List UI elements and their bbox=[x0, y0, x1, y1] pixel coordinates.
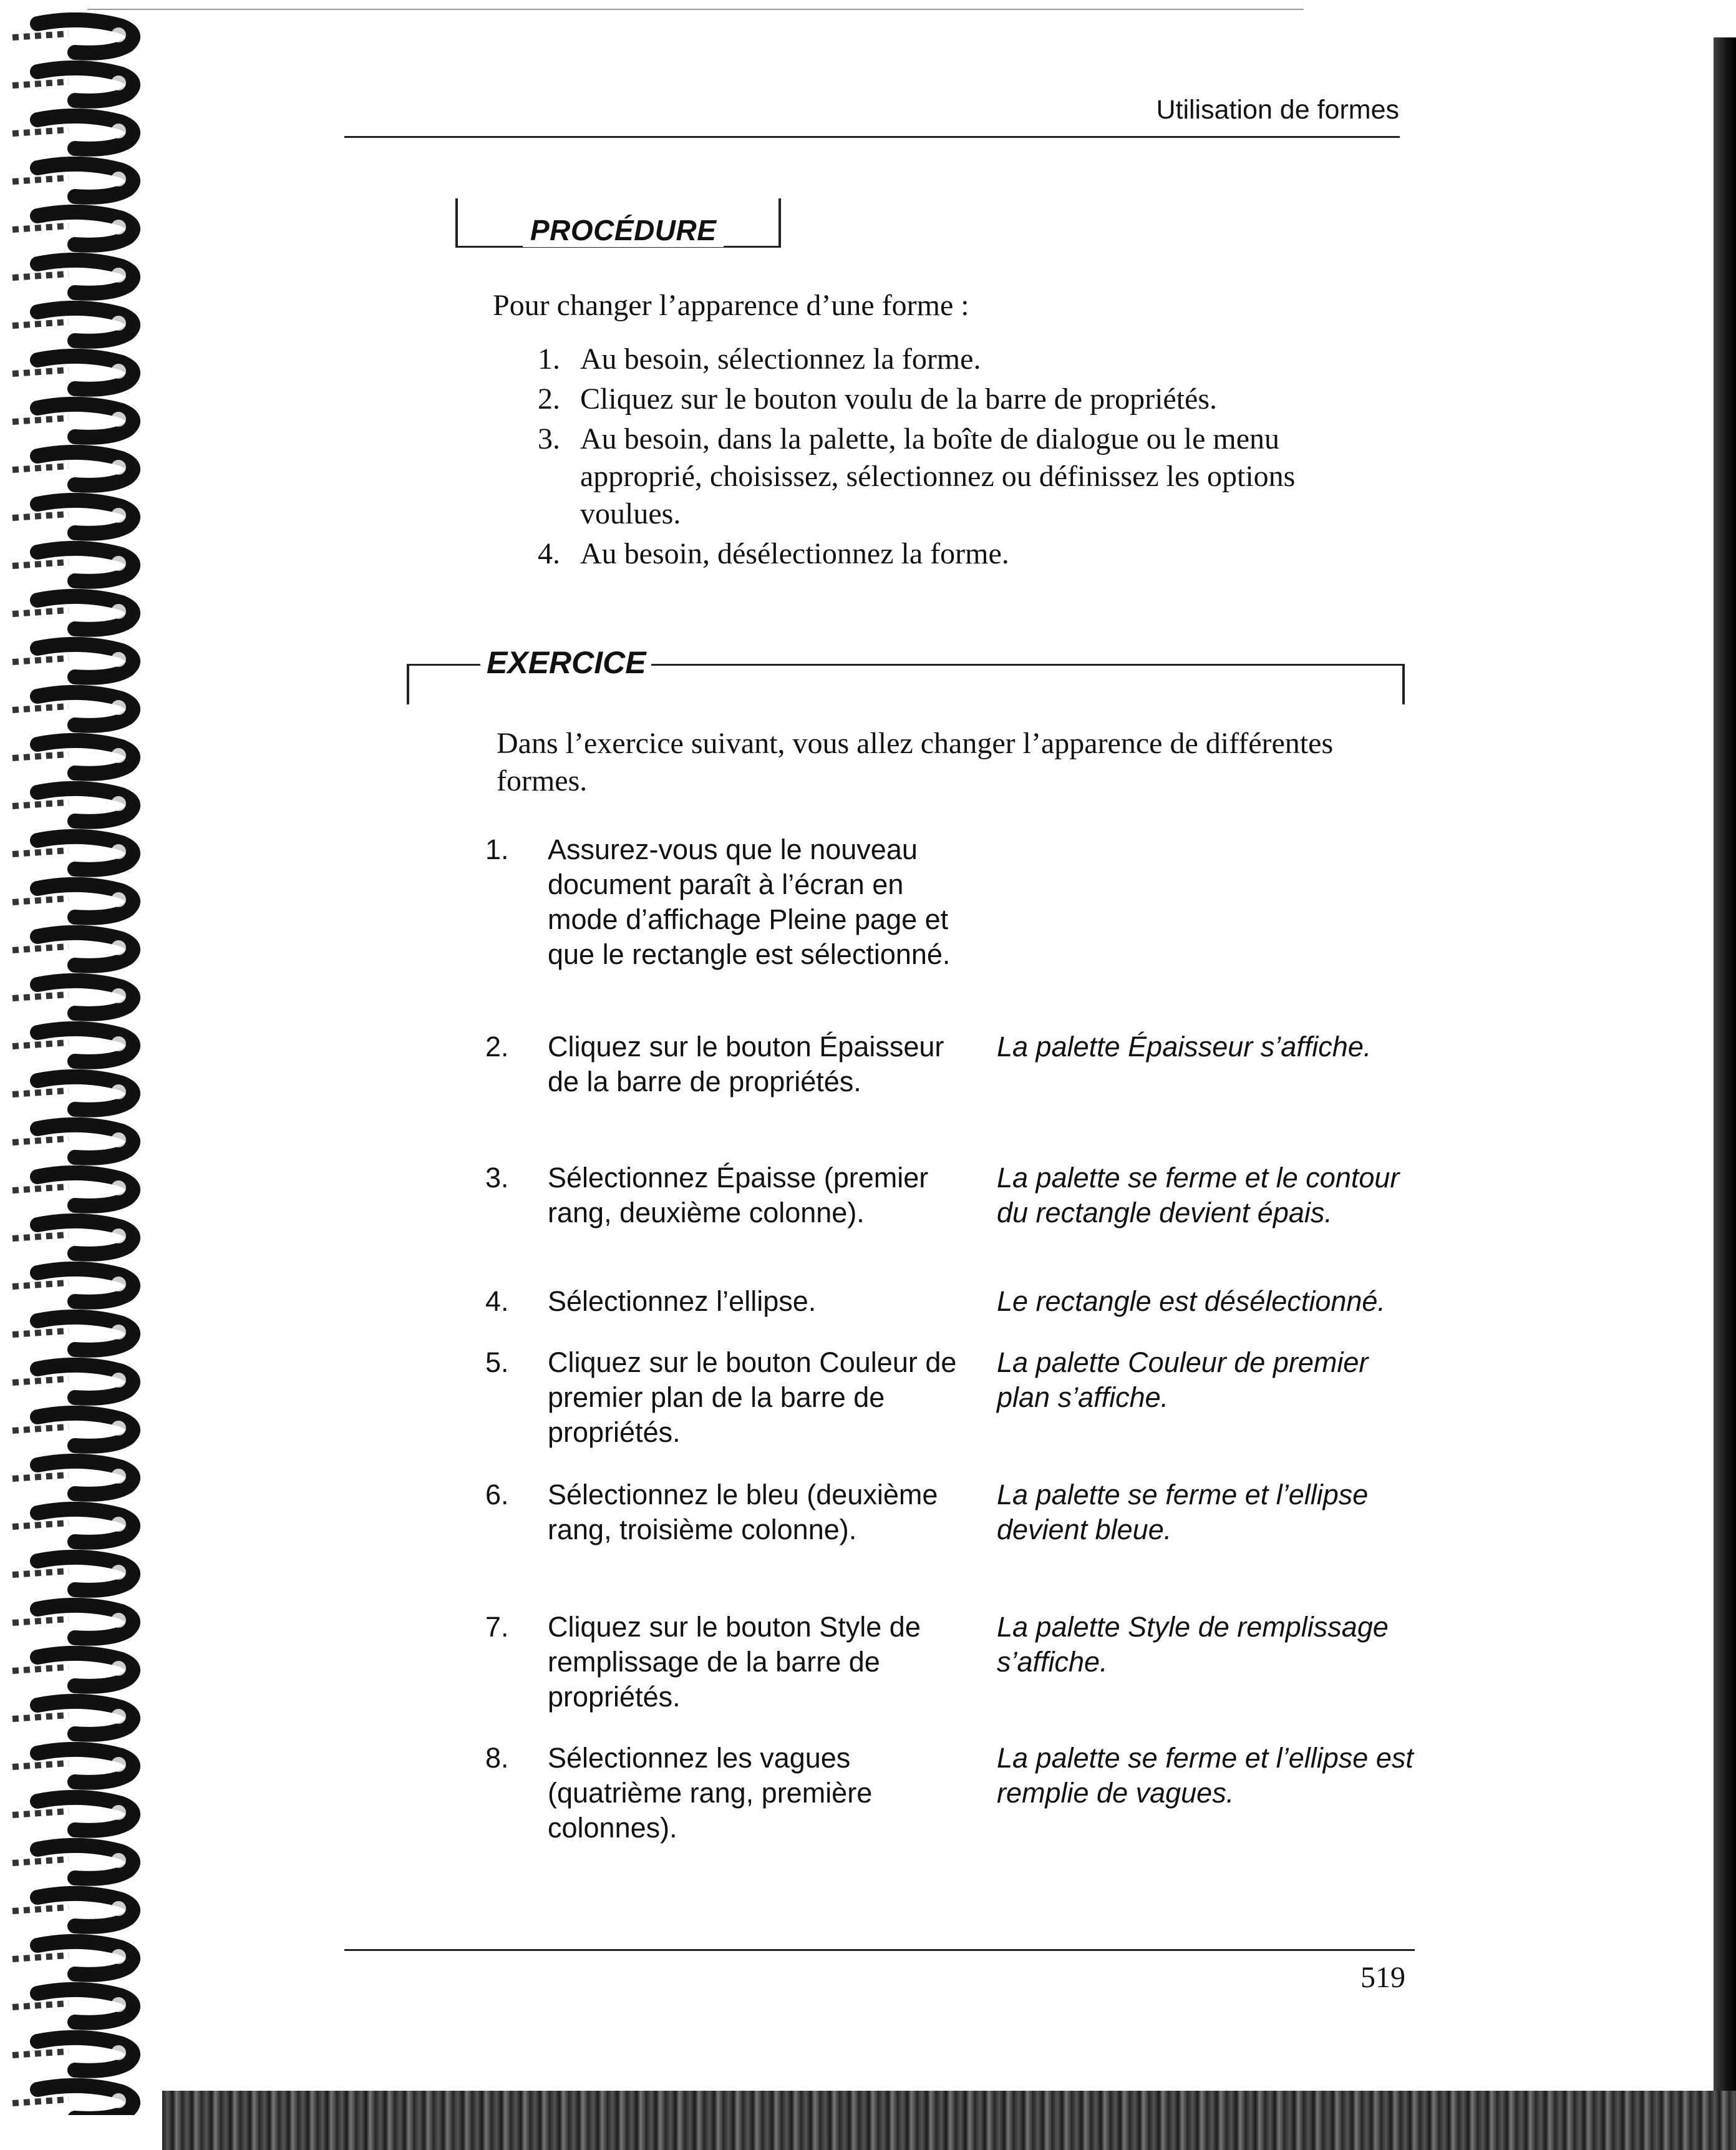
procedure-step-text: Au besoin, sélectionnez la forme. bbox=[580, 343, 981, 376]
step-result: Le rectangle est désélectionné. bbox=[997, 1285, 1385, 1317]
procedure-step bbox=[538, 421, 1349, 533]
procedure-step bbox=[538, 341, 1349, 378]
running-head: Utilisation de formes bbox=[1156, 95, 1399, 125]
procedure-intro: Pour changer l’apparence d’une forme : bbox=[493, 289, 969, 322]
procedure-step bbox=[538, 381, 1349, 418]
procedure-step-text: Cliquez sur le bouton voulu de la barre de propriétés. bbox=[580, 382, 1218, 416]
exercice-title: EXERCICE bbox=[480, 645, 651, 681]
step-result: La palette se ferme et l’ellipse devient bleue. bbox=[997, 1479, 1369, 1545]
header-rule bbox=[344, 136, 1400, 138]
step-result: La palette Épaisseur s’affiche. bbox=[997, 1031, 1372, 1063]
step-action: Sélectionnez le bleu (deuxième rang, troisième colonne). bbox=[548, 1479, 938, 1545]
exercice-intro: Dans l’exercice suivant, vous allez changer l’apparence de différentes formes. bbox=[497, 727, 1334, 797]
procedure-step-number: 1. bbox=[538, 343, 560, 376]
step-action: Sélectionnez les vagues (quatrième rang, première colonnes). bbox=[548, 1742, 873, 1844]
step-number: 4. bbox=[485, 1285, 509, 1317]
spiral-binding bbox=[0, 12, 143, 2115]
scan-right-edge bbox=[1714, 37, 1736, 2096]
step-result: La palette se ferme et l’ellipse est remplie de vagues. bbox=[997, 1742, 1414, 1809]
step-action: Assurez-vous que le nouveau document paraît à l’écran en mode d’affichage Pleine page et que le rectangle est sélectionné. bbox=[548, 834, 951, 970]
step-result: La palette se ferme et le contour du rectangle devient épais. bbox=[997, 1162, 1400, 1228]
step-action: Cliquez sur le bouton Style de remplissage de la barre de propriétés. bbox=[548, 1611, 921, 1713]
step-number: 5. bbox=[485, 1346, 509, 1378]
procedure-title: PROCÉDURE bbox=[523, 213, 724, 247]
procedure-step bbox=[538, 535, 1349, 573]
step-number: 8. bbox=[485, 1742, 509, 1774]
step-number: 1. bbox=[485, 834, 509, 865]
scan-bottom-strip bbox=[162, 2091, 1736, 2150]
page-number: 519 bbox=[1360, 1961, 1405, 1994]
scan-top-line bbox=[87, 9, 1304, 10]
step-action: Sélectionnez Épaisse (premier rang, deuxième colonne). bbox=[548, 1162, 929, 1228]
footer-rule bbox=[344, 1949, 1415, 1951]
step-number: 3. bbox=[485, 1162, 509, 1194]
step-action: Cliquez sur le bouton Couleur de premier plan de la barre de propriétés. bbox=[548, 1346, 957, 1448]
step-number: 6. bbox=[485, 1479, 509, 1510]
procedure-steps bbox=[538, 341, 1349, 575]
step-action: Cliquez sur le bouton Épaisseur de la barre de propriétés. bbox=[548, 1031, 944, 1097]
procedure-step-text: Au besoin, désélectionnez la forme. bbox=[580, 537, 1009, 570]
procedure-step-number: 4. bbox=[538, 537, 560, 570]
step-number: 7. bbox=[485, 1611, 509, 1643]
procedure-step-number: 3. bbox=[538, 422, 560, 455]
step-result: La palette Couleur de premier plan s’affiche. bbox=[997, 1346, 1369, 1413]
step-action: Sélectionnez l’ellipse. bbox=[548, 1285, 817, 1317]
procedure-step-text: Au besoin, dans la palette, la boîte de dialogue ou le menu approprié, choisissez, sélectionnez ou définissez les options voulues. bbox=[580, 422, 1296, 530]
step-number: 2. bbox=[485, 1031, 509, 1063]
procedure-step-number: 2. bbox=[538, 382, 560, 416]
step-result: La palette Style de remplissage s’affiche. bbox=[997, 1611, 1389, 1678]
